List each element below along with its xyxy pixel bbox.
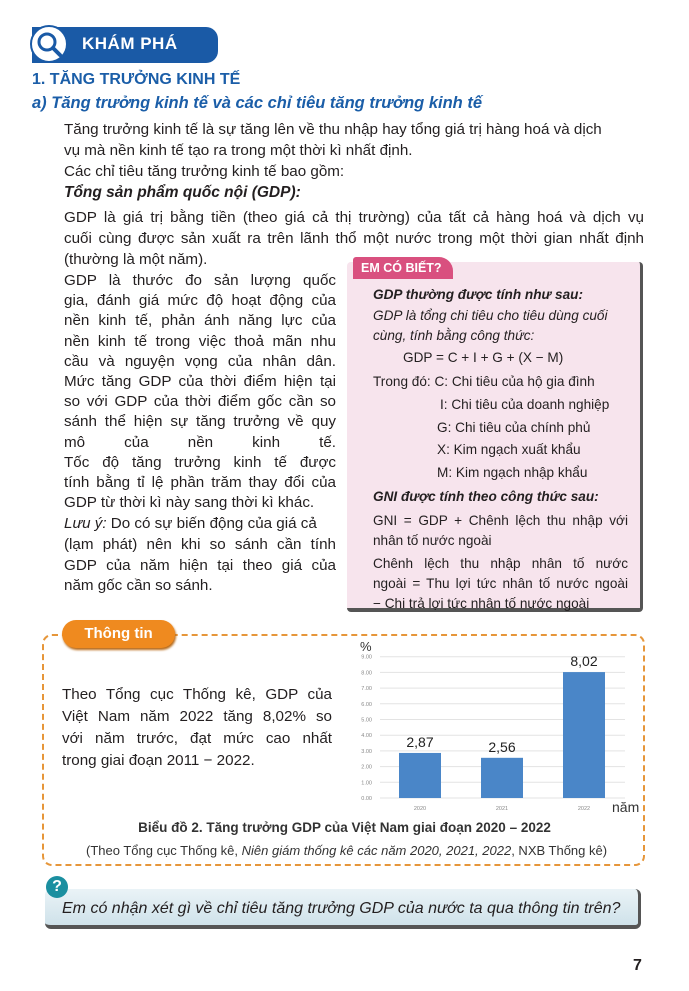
text-line: ngoài = Thu lợi tức nhân tố nước ngoài — [373, 576, 628, 591]
text-line: vụ mà nền kinh tế tạo ra trong một thời kì nhất định. — [64, 142, 413, 159]
text-line: G: Chi tiêu của chính phủ — [437, 419, 591, 435]
text-line: trong giai đoạn 2011 − 2022. — [62, 752, 255, 769]
info-tab: Thông tin — [62, 620, 175, 648]
text-line: GNI = GDP + Chênh lệch thu nhập với — [373, 513, 628, 528]
text-line: (thường là một năm). — [64, 251, 208, 268]
question-text: Em có nhận xét gì về chỉ tiêu tăng trưởng GDP của nước ta qua thông tin trên? — [62, 900, 621, 917]
x-tick-label: 2022 — [577, 806, 591, 812]
text-line: sánh thể hiện sự tăng trưởng về quy — [64, 413, 336, 431]
know-line: Trong đó: C: Chi tiêu của hộ gia đình — [373, 374, 595, 389]
text-line: nhân tố nước ngoài — [373, 533, 492, 548]
text-line: tính bằng tỉ lệ phần trăm thay đổi của — [64, 474, 336, 491]
source-prefix: (Theo Tổng cục Thống kê, — [86, 843, 242, 858]
source-suffix: , NXB Thống kê) — [511, 843, 608, 858]
text-line: M: Kim ngạch nhập khẩu — [437, 464, 588, 480]
x-tick-label: 2021 — [495, 806, 509, 812]
text-line: I: Chi tiêu của doanh nghiệp — [440, 397, 610, 412]
bar-2022 — [563, 672, 605, 798]
know-line: GDP = C + I + G + (X − M) — [403, 350, 564, 365]
y-tick-label: 9.00 — [361, 654, 372, 661]
x-tick-label: 2020 — [413, 806, 427, 812]
did-you-know-tab: EM CÓ BIẾT? — [353, 257, 453, 279]
text-line: với năm trước, đạt mức cao nhất — [62, 730, 332, 747]
data-label: 2,87 — [406, 733, 434, 750]
text-line: mô của nền kinh tế. — [64, 433, 336, 451]
note-line — [64, 513, 336, 534]
bar-2021 — [481, 758, 523, 798]
bar-2020 — [399, 753, 441, 798]
y-tick-label: 0.00 — [361, 796, 372, 802]
section-title: 1. TĂNG TRƯỞNG KINH TẾ — [32, 71, 241, 88]
gdp-heading: Tổng sản phẩm quốc nội (GDP): — [64, 184, 301, 201]
subsection-title: a) Tăng trưởng kinh tế và các chỉ tiêu tăng trưởng kinh tế — [32, 94, 483, 112]
y-tick-label: 3.00 — [361, 748, 372, 755]
text-line: GDP là giá trị bằng tiền (theo giá cả thị trường) của tất cả hàng hoá và dịch vụ — [64, 209, 644, 226]
text-line: Việt Nam năm 2022 tăng 8,02% so — [62, 708, 332, 725]
text-line: cầu và nguyện vọng của nhân dân. — [64, 352, 336, 370]
text-line: so với GDP của thời điểm gốc cần so — [64, 393, 336, 411]
y-tick-label: 6.00 — [361, 701, 372, 708]
x-axis-label: năm — [612, 799, 640, 815]
text-line: Theo Tổng cục Thống kê, GDP của — [62, 686, 332, 703]
text-line: (lạm phát) nên khi so sánh cần tính — [64, 536, 336, 553]
y-tick-label: 4.00 — [361, 733, 372, 740]
text-line: GDP là tổng chi tiêu cho tiêu dùng cuối — [373, 308, 608, 323]
y-tick-label: 5.00 — [361, 717, 372, 724]
text-line: năm gốc cần so sánh. — [64, 577, 213, 594]
source-title: Niên giám thống kê các năm 2020, 2021, 2022 — [241, 843, 512, 858]
note-label: Lưu ý: — [64, 515, 107, 532]
data-label: 2,56 — [488, 738, 516, 755]
y-tick-label: 7.00 — [361, 686, 372, 693]
chart-caption: Biểu đồ 2. Tăng trưởng GDP của Việt Nam giai đoạn 2020 – 2022 — [138, 820, 551, 835]
note-text: Do có sự biến động của giá cả — [106, 515, 317, 532]
text-line: X: Kim ngạch xuất khẩu — [437, 442, 581, 457]
text-line: GDP của năm hiện tại theo giá của — [64, 556, 336, 574]
chart-source — [86, 843, 607, 858]
y-axis-label: % — [360, 639, 372, 654]
page-number: 7 — [633, 957, 642, 974]
y-tick-label: 8.00 — [361, 670, 372, 677]
banner-title: KHÁM PHÁ — [82, 34, 178, 53]
question-icon: ? — [46, 876, 68, 898]
y-tick-label: 2.00 — [361, 764, 372, 771]
text-line: cuối cùng được sản xuất ra trên lãnh thổ một nước trong một thời gian nhất định — [64, 230, 644, 247]
text-line: GDP là thước đo sản lượng quốc — [64, 272, 336, 289]
text-line: nền kinh tế, phản ánh năng lực của — [64, 312, 336, 330]
text-line: Chênh lệch thu nhập nhân tố nước — [373, 556, 628, 571]
y-tick-label: 1.00 — [361, 780, 372, 787]
text-line: nền kinh tế trong việc thoả mãn nhu — [64, 332, 336, 350]
text-line: Tăng trưởng kinh tế là sự tăng lên về thu nhập hay tổng giá trị hàng hoá và dịch — [64, 121, 602, 138]
text-line: Mức tăng GDP của thời điểm hiện tại — [64, 373, 336, 390]
text-line: Tốc độ tăng trưởng kinh tế được — [64, 453, 336, 471]
text-line: − Chi trả lợi tức nhân tố nước ngoài — [373, 596, 590, 611]
magnifier-icon — [30, 25, 68, 63]
text-line: cùng, tính bằng công thức: — [373, 328, 535, 343]
text-line: Các chỉ tiêu tăng trưởng kinh tế bao gồm: — [64, 163, 345, 180]
know-line: GNI được tính theo công thức sau: — [373, 489, 599, 504]
know-line: GDP thường được tính như sau: — [373, 287, 583, 302]
text-line: GDP từ thời kì này sang thời kì khác. — [64, 494, 315, 512]
text-line: gia, đánh giá mức độ hoạt động của — [64, 292, 336, 310]
gdp-bar-chart — [340, 632, 650, 822]
data-label: 8,02 — [570, 653, 598, 670]
